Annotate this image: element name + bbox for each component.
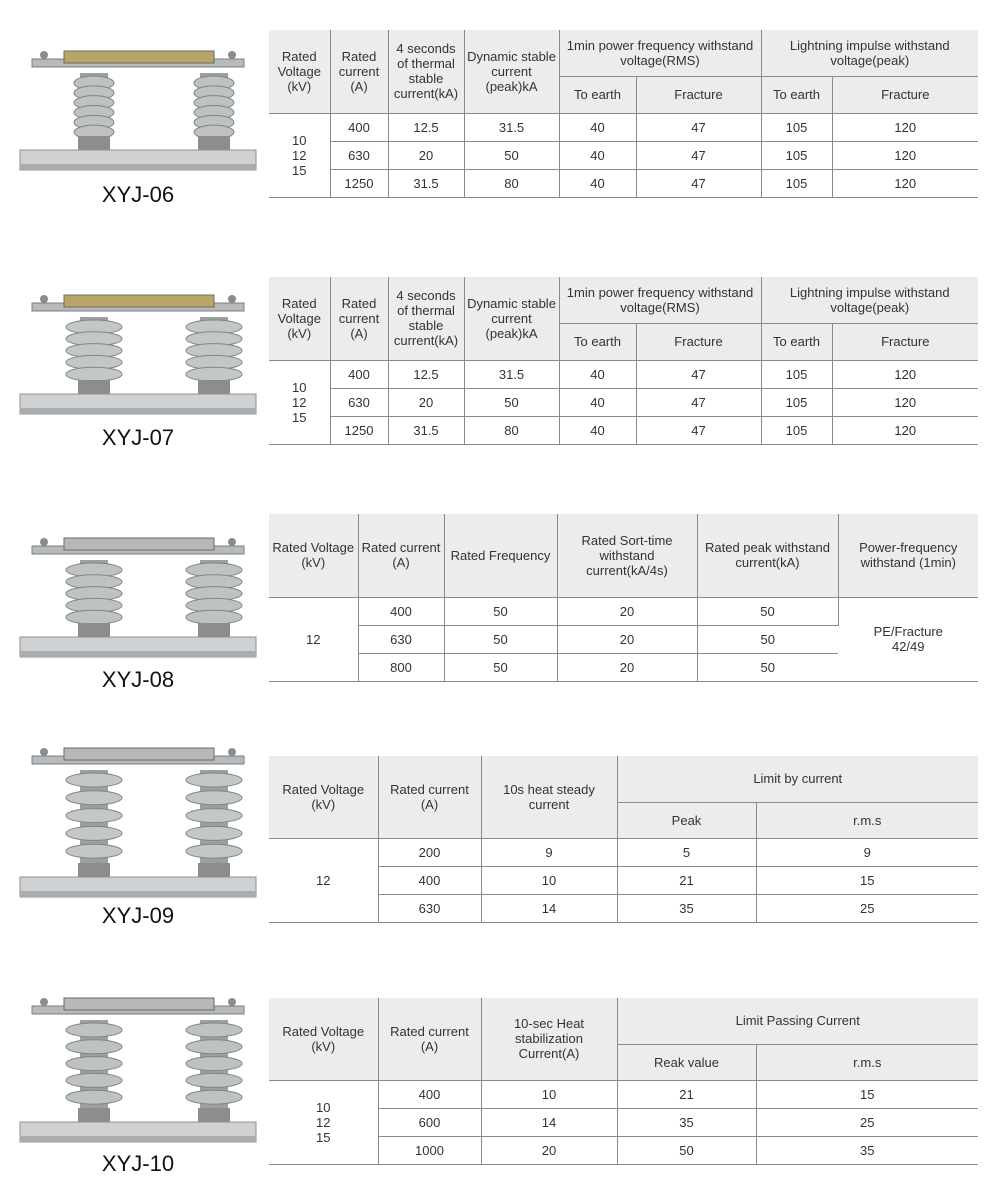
table-cell: 120 [832, 141, 978, 169]
header-rms: r.m.s [756, 1044, 978, 1080]
header-rated-current: Rated current (A) [330, 277, 388, 360]
table-cell: 47 [636, 360, 761, 388]
table-cell: 20 [388, 141, 464, 169]
isolating-switch-photo [14, 715, 262, 905]
table-cell: 50 [444, 597, 557, 625]
header-rated-voltage: Rated Voltage (kV) [269, 514, 358, 597]
table-cell: 31.5 [388, 169, 464, 197]
table-cell: 50 [697, 597, 838, 625]
table-cell: 40 [559, 141, 636, 169]
isolating-switch-photo [14, 262, 262, 422]
isolating-switch-photo [14, 965, 262, 1150]
header-peak-withstand-current: Rated peak withstand current(kA) [697, 514, 838, 597]
table-row [269, 113, 978, 141]
table-cell: 630 [330, 141, 388, 169]
table-cell: 105 [761, 169, 832, 197]
table-cell: 400 [378, 1080, 481, 1108]
table-cell: 600 [378, 1108, 481, 1136]
header-power-frequency-withstand: 1min power frequency withstand voltage(RMS) [559, 277, 761, 323]
table-cell: 14 [481, 1108, 617, 1136]
header-rated-current: Rated current (A) [378, 998, 481, 1080]
table-cell: 20 [388, 388, 464, 416]
table-cell: 630 [378, 894, 481, 922]
header-short-time-withstand-current: Rated Sort-time withstand current(kA/4s) [557, 514, 697, 597]
table-cell: 1250 [330, 169, 388, 197]
model-label: XYJ-10 [101, 1151, 175, 1176]
table-cell: 40 [559, 416, 636, 444]
table-cell: 400 [330, 113, 388, 141]
header-rated-current: Rated current (A) [378, 756, 481, 838]
table-cell: 50 [697, 625, 838, 653]
spec-table [269, 998, 978, 1165]
table-cell: 105 [761, 416, 832, 444]
table-cell: 50 [444, 625, 557, 653]
header-power-frequency-withstand: 1min power frequency withstand voltage(RMS) [559, 30, 761, 76]
table-cell: 21 [617, 1080, 756, 1108]
header-fracture: Fracture [636, 323, 761, 360]
table-row [269, 360, 978, 388]
header-rated-current: Rated current (A) [358, 514, 444, 597]
table-cell: 47 [636, 169, 761, 197]
header-to-earth: To earth [559, 76, 636, 113]
header-limit-current: Limit Passing Current [617, 998, 978, 1044]
table-cell: 630 [330, 388, 388, 416]
table-cell: 105 [761, 141, 832, 169]
table-cell: 47 [636, 113, 761, 141]
table-cell: 200 [378, 838, 481, 866]
header-to-earth: To earth [761, 323, 832, 360]
table-cell: 5 [617, 838, 756, 866]
rated-voltage-value: 12 [269, 597, 358, 681]
table-cell: 40 [559, 169, 636, 197]
header-to-earth: To earth [761, 76, 832, 113]
header-thermal-stable-current: 4 seconds of thermal stable current(kA) [388, 30, 464, 113]
table-cell: 105 [761, 113, 832, 141]
table-cell: 20 [557, 625, 697, 653]
table-cell: 31.5 [464, 360, 559, 388]
header-rms: r.m.s [756, 802, 978, 838]
header-limit-current: Limit by current [617, 756, 978, 802]
table-cell: 35 [617, 1108, 756, 1136]
table-cell: 20 [557, 653, 697, 681]
rated-voltage-value: 12 [269, 838, 378, 922]
table-cell: 630 [358, 625, 444, 653]
table-cell: 15 [756, 1080, 978, 1108]
isolating-switch-photo [14, 505, 262, 665]
header-dynamic-stable-current: Dynamic stable current (peak)kA [464, 30, 559, 113]
table-cell: 50 [464, 388, 559, 416]
table-cell: 120 [832, 416, 978, 444]
table-cell: 105 [761, 388, 832, 416]
spec-table [269, 30, 978, 198]
table-cell: 15 [756, 866, 978, 894]
header-heat-steady-current: 10s heat steady current [481, 756, 617, 838]
table-cell: 50 [444, 653, 557, 681]
table-cell: 400 [358, 597, 444, 625]
table-cell: 1000 [378, 1136, 481, 1164]
table-cell: 47 [636, 141, 761, 169]
table-cell: 40 [559, 388, 636, 416]
table-cell: 12.5 [388, 113, 464, 141]
table-row [269, 838, 978, 866]
header-thermal-stable-current: 4 seconds of thermal stable current(kA) [388, 277, 464, 360]
model-label: XYJ-06 [101, 182, 175, 207]
table-cell: 50 [464, 141, 559, 169]
table-cell: 47 [636, 416, 761, 444]
table-cell: 14 [481, 894, 617, 922]
spec-table [269, 756, 978, 923]
table-cell: 120 [832, 169, 978, 197]
header-rated-voltage: Rated Voltage (kV) [269, 998, 378, 1080]
table-cell: 20 [481, 1136, 617, 1164]
table-cell: 400 [330, 360, 388, 388]
table-row [269, 141, 978, 169]
table-cell: 31.5 [464, 113, 559, 141]
table-cell: 800 [358, 653, 444, 681]
table-cell: 20 [557, 597, 697, 625]
header-rated-voltage: Rated Voltage (kV) [269, 30, 330, 113]
table-cell: 80 [464, 169, 559, 197]
rated-voltage-value: 10 12 15 [269, 1080, 378, 1164]
table-cell: 12.5 [388, 360, 464, 388]
header-fracture: Fracture [832, 76, 978, 113]
table-cell: 10 [481, 1080, 617, 1108]
rated-voltage-value: 10 12 15 [269, 360, 330, 444]
header-power-frequency-withstand: Power-frequency withstand (1min) [838, 514, 978, 597]
table-cell: 1250 [330, 416, 388, 444]
table-cell: 21 [617, 866, 756, 894]
table-cell: 400 [378, 866, 481, 894]
header-lightning-impulse-withstand: Lightning impulse withstand voltage(peak) [761, 30, 978, 76]
model-label: XYJ-07 [101, 425, 175, 450]
header-rated-current: Rated current (A) [330, 30, 388, 113]
header-rated-voltage: Rated Voltage (kV) [269, 756, 378, 838]
table-cell: 120 [832, 388, 978, 416]
header-fracture: Fracture [832, 323, 978, 360]
isolating-switch-photo [14, 18, 262, 178]
header-rated-frequency: Rated Frequency [444, 514, 557, 597]
table-row [269, 597, 978, 625]
model-label: XYJ-08 [101, 667, 175, 692]
table-cell: 120 [832, 360, 978, 388]
table-cell: 80 [464, 416, 559, 444]
spec-table [269, 514, 978, 682]
power-frequency-value: PE/Fracture 42/49 [838, 597, 978, 681]
table-cell: 47 [636, 388, 761, 416]
header-fracture: Fracture [636, 76, 761, 113]
table-cell: 25 [756, 1108, 978, 1136]
table-cell: 120 [832, 113, 978, 141]
header-dynamic-stable-current: Dynamic stable current (peak)kA [464, 277, 559, 360]
table-row [269, 169, 978, 197]
table-row [269, 388, 978, 416]
rated-voltage-value: 10 12 15 [269, 113, 330, 197]
table-cell: 9 [756, 838, 978, 866]
model-label: XYJ-09 [101, 903, 175, 928]
table-cell: 35 [756, 1136, 978, 1164]
table-cell: 9 [481, 838, 617, 866]
table-row [269, 1080, 978, 1108]
table-cell: 10 [481, 866, 617, 894]
spec-table [269, 277, 978, 445]
table-cell: 35 [617, 894, 756, 922]
header-peak: Peak [617, 802, 756, 838]
table-cell: 31.5 [388, 416, 464, 444]
header-to-earth: To earth [559, 323, 636, 360]
table-row [269, 416, 978, 444]
header-lightning-impulse-withstand: Lightning impulse withstand voltage(peak) [761, 277, 978, 323]
table-cell: 40 [559, 360, 636, 388]
table-cell: 50 [617, 1136, 756, 1164]
table-cell: 40 [559, 113, 636, 141]
table-cell: 105 [761, 360, 832, 388]
table-cell: 50 [697, 653, 838, 681]
header-rated-voltage: Rated Voltage (kV) [269, 277, 330, 360]
table-cell: 25 [756, 894, 978, 922]
header-heat-steady-current: 10-sec Heat stabilization Current(A) [481, 998, 617, 1080]
header-peak: Reak value [617, 1044, 756, 1080]
